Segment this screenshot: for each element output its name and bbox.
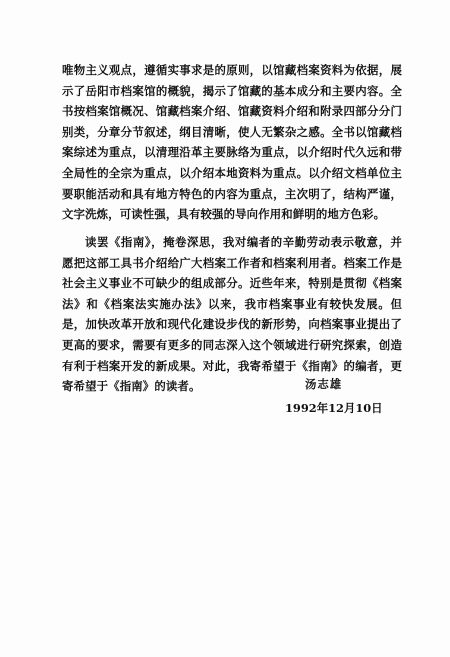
- signature-date: 1992年12月10日: [285, 401, 383, 415]
- paragraph-2: [62, 232, 402, 397]
- paragraph-2-text: 读罢《指南》，掩卷深思，我对编者的辛勤劳动表示敬意，并愿把这部工具书介绍给广大档案工作者和档案利用者。档案工作是社会主义事业不可缺少的组成部分。近些年来，特别是贯彻《档案法》和《档案法实施办法》以来，我市档案事业有较快发展。但是，加快改革开放和现代化建设步伐的新形势，向档案事业提出了更高的要求，需要有更多的同志深入这个领域进行研究探索，创造有利于档案开发的新成果。对此，我寄希望于《指南》的编者，更寄希望于《指南》的读者。: [62, 235, 402, 394]
- paragraph-1: [62, 60, 402, 225]
- author-signature: 汤志雄: [305, 377, 343, 391]
- paragraph-1-text: 唯物主义观点，遵循实事求是的原则，以馆藏档案资料为依据，展示了岳阳市档案馆的概貌，揭示了馆藏的基本成分和主要内容。全书按档案馆概况、馆藏档案介绍、馆藏资料介绍和附录四部分分门别类，分章分节叙述，纲目清晰，使人无繁杂之感。全书以馆藏档案综述为重点，以清理沿革主要脉络为重点，以介绍时代久远和带全局性的全宗为重点，以介绍本地资料为重点。以介绍文档单位主要职能活动和具有地方特色的内容为重点，主次明了，结构严谨，文字洗炼，可读性强，具有较强的导向作用和鲜明的地方色彩。: [62, 63, 402, 222]
